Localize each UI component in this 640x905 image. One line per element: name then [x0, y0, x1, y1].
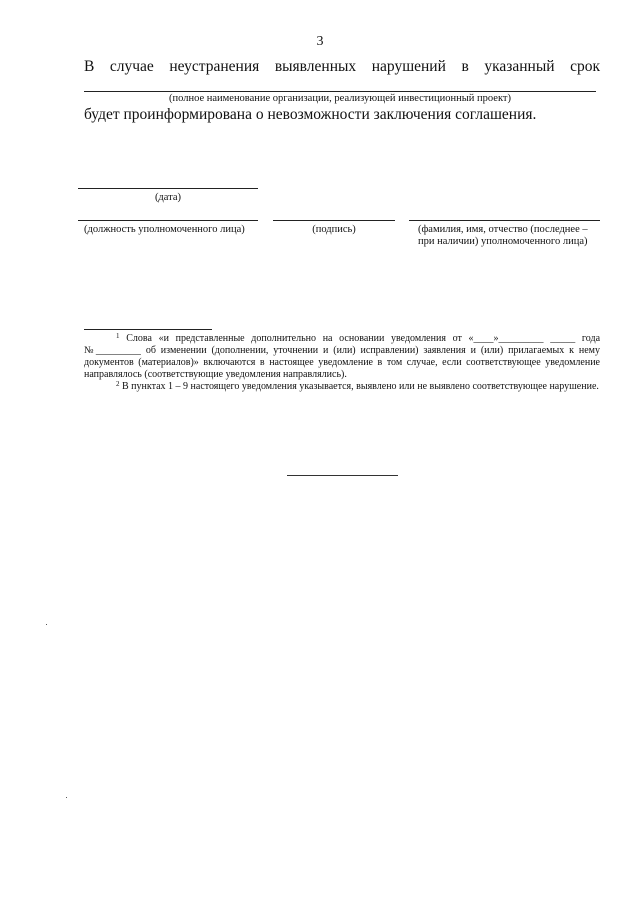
scan-speck — [46, 624, 47, 625]
word: выявленных — [274, 58, 357, 75]
word: в — [461, 58, 469, 75]
footnote-1 — [84, 333, 600, 381]
footnote-text: В пунктах 1 – 9 настоящего уведомления указывается, выявлено или не выявлено соответствующее нарушение. — [122, 381, 599, 392]
organization-name-blank[interactable] — [84, 91, 596, 92]
notice-text-line-1 — [84, 58, 600, 76]
word: срок — [570, 58, 601, 75]
word: указанный — [484, 58, 555, 75]
scan-speck — [66, 797, 67, 798]
word: В — [84, 58, 95, 75]
footnote-text: Слова «и представленные дополнительно на основании уведомления от «____»_________ _____ года №_________ об изменении (дополнении, уточнении и (или) исправлении) заявления и (или) прилагаемых к нему документов (материалов)» включаются в настоящее уведомление в том случае, если соответствующее уведомление направлялось (соответствующие уведомления направлялись). — [84, 333, 601, 380]
notice-text-line-2: будет проинформирована о невозможности заключения соглашения. — [84, 106, 537, 123]
position-caption: (должность уполномоченного лица) — [84, 224, 245, 235]
organization-name-caption: (полное наименование организации, реализующей инвестиционный проект) — [168, 93, 511, 104]
end-of-document-rule — [287, 475, 398, 476]
full-name-blank[interactable] — [409, 220, 600, 221]
signature-blank[interactable] — [273, 220, 395, 221]
footnote-2 — [84, 381, 600, 393]
full-name-caption-line-2: при наличии) уполномоченного лица) — [418, 236, 588, 247]
date-caption: (дата) — [154, 192, 182, 203]
footnote-separator — [84, 329, 212, 330]
word: случае — [109, 58, 154, 75]
position-blank[interactable] — [78, 220, 258, 221]
word: неустранения — [169, 58, 260, 75]
footnote-marker: 2 — [116, 380, 120, 388]
page-number: 3 — [316, 34, 324, 49]
date-blank[interactable] — [78, 188, 258, 189]
footnote-marker: 1 — [116, 332, 120, 340]
word: нарушений — [371, 58, 446, 75]
full-name-caption-line-1: (фамилия, имя, отчество (последнее – — [418, 224, 588, 235]
signature-caption: (подпись) — [312, 224, 356, 235]
